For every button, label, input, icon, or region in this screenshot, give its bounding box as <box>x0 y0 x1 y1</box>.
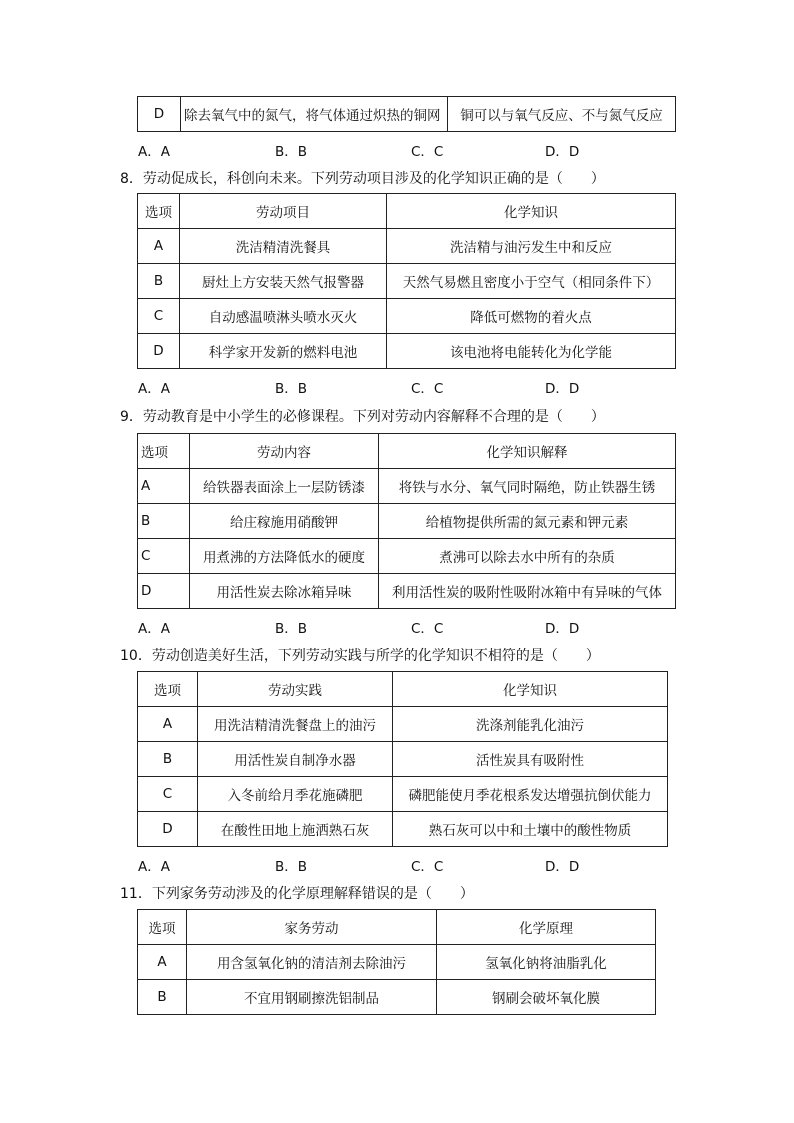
content-cell: 用煮沸的方法降低水的硬度 <box>190 539 379 574</box>
header-knowledge: 化学知识 <box>387 194 676 229</box>
table-row <box>138 980 656 1015</box>
content-cell: 给庄稼施用硝酸钾 <box>190 504 379 539</box>
knowledge-cell: 洗涤剂能乳化油污 <box>393 707 668 742</box>
content-cell: 用活性炭自制净水器 <box>198 742 393 777</box>
content-cell: 自动感温喷淋头喷水灭火 <box>180 299 387 334</box>
header-content: 劳动内容 <box>190 434 379 469</box>
answer-option-d[interactable]: D．D <box>545 381 580 397</box>
option-cell: B <box>138 504 190 539</box>
table-row <box>138 264 676 299</box>
content-cell: 用含氢氧化钠的清洁剂去除油污 <box>187 945 437 980</box>
option-cell: A <box>138 707 198 742</box>
knowledge-cell: 煮沸可以除去水中所有的杂质 <box>379 539 676 574</box>
question-11-table <box>137 909 656 1015</box>
knowledge-cell: 利用活性炭的吸附性吸附冰箱中有异味的气体 <box>379 574 676 609</box>
option-cell: B <box>138 742 198 777</box>
answer-option-b[interactable]: B．B <box>275 144 308 160</box>
question-10-table <box>137 671 668 847</box>
knowledge-cell: 活性炭具有吸附性 <box>393 742 668 777</box>
answer-option-b[interactable]: B．B <box>275 859 308 875</box>
option-cell: A <box>138 229 180 264</box>
knowledge-cell: 熟石灰可以中和土壤中的酸性物质 <box>393 812 668 847</box>
header-principle: 化学原理 <box>437 910 656 945</box>
question-11-stem: 11．下列家务劳动涉及的化学原理解释错误的是（ ） <box>120 886 474 902</box>
answer-option-b[interactable]: B．B <box>275 381 308 397</box>
answer-option-c[interactable]: C．C <box>411 381 444 397</box>
table-row <box>138 777 668 812</box>
table-header-row <box>138 672 668 707</box>
table-row <box>138 299 676 334</box>
question-8-table <box>137 193 676 369</box>
header-option: 选项 <box>138 194 180 229</box>
option-cell: B <box>138 980 187 1015</box>
answer-option-d[interactable]: D．D <box>545 621 580 637</box>
option-cell: A <box>138 469 190 504</box>
knowledge-cell: 磷肥能使月季花根系发达增强抗倒伏能力 <box>393 777 668 812</box>
content-cell: 用活性炭去除冰箱异味 <box>190 574 379 609</box>
content-cell: 不宜用钢刷擦洗铝制品 <box>187 980 437 1015</box>
option-cell: A <box>138 945 187 980</box>
question-9-stem: 9．劳动教育是中小学生的必修课程。下列对劳动内容解释不合理的是（ ） <box>120 409 605 425</box>
table-row <box>138 469 676 504</box>
content-cell: 厨灶上方安装天然气报警器 <box>180 264 387 299</box>
content-cell: 洗洁精清洗餐具 <box>180 229 387 264</box>
option-cell: D <box>138 97 181 132</box>
answer-option-d[interactable]: D．D <box>545 144 580 160</box>
table-header-row <box>138 194 676 229</box>
option-cell: D <box>138 334 180 369</box>
answer-option-a[interactable]: A．A <box>138 859 170 875</box>
answer-option-c[interactable]: C．C <box>411 859 444 875</box>
content-cell: 用洗洁精清洗餐盘上的油污 <box>198 707 393 742</box>
table-header-row <box>138 910 656 945</box>
header-practice: 劳动实践 <box>198 672 393 707</box>
knowledge-cell: 该电池将电能转化为化学能 <box>387 334 676 369</box>
answer-option-b[interactable]: B．B <box>275 621 308 637</box>
header-project: 劳动项目 <box>180 194 387 229</box>
knowledge-cell: 将铁与水分、氧气同时隔绝，防止铁器生锈 <box>379 469 676 504</box>
question-10-stem: 10．劳动创造美好生活，下列劳动实践与所学的化学知识不相符的是（ ） <box>120 648 600 664</box>
answer-option-a[interactable]: A．A <box>138 381 170 397</box>
knowledge-cell: 钢刷会破坏氧化膜 <box>437 980 656 1015</box>
table-row <box>138 945 656 980</box>
answer-option-d[interactable]: D．D <box>545 859 580 875</box>
table-row <box>138 334 676 369</box>
answer-option-c[interactable]: C．C <box>411 621 444 637</box>
answer-option-c[interactable]: C．C <box>411 144 444 160</box>
option-cell: B <box>138 264 180 299</box>
question-9-table <box>137 433 676 609</box>
answer-option-a[interactable]: A．A <box>138 621 170 637</box>
knowledge-cell: 洗洁精与油污发生中和反应 <box>387 229 676 264</box>
header-option: 选项 <box>138 434 190 469</box>
option-cell: D <box>138 812 198 847</box>
option-cell: D <box>138 574 190 609</box>
header-option: 选项 <box>138 910 187 945</box>
knowledge-cell: 给植物提供所需的氮元素和钾元素 <box>379 504 676 539</box>
header-housework: 家务劳动 <box>187 910 437 945</box>
header-knowledge: 化学知识 <box>393 672 668 707</box>
table-header-row <box>138 434 676 469</box>
header-explanation: 化学知识解释 <box>379 434 676 469</box>
content-cell: 给铁器表面涂上一层防锈漆 <box>190 469 379 504</box>
question-8-stem: 8．劳动促成长，科创向未来。下列劳动项目涉及的化学知识正确的是（ ） <box>120 171 605 187</box>
option-cell: C <box>138 539 190 574</box>
option-cell: C <box>138 777 198 812</box>
content-cell: 除去氧气中的氮气，将气体通过炽热的铜网 <box>181 97 448 132</box>
prev-table <box>137 96 676 132</box>
knowledge-cell: 铜可以与氧气反应、不与氮气反应 <box>448 97 676 132</box>
answer-option-a[interactable]: A．A <box>138 144 170 160</box>
table-row <box>138 812 668 847</box>
table-row <box>138 229 676 264</box>
option-cell: C <box>138 299 180 334</box>
table-row <box>138 504 676 539</box>
knowledge-cell: 降低可燃物的着火点 <box>387 299 676 334</box>
knowledge-cell: 天然气易燃且密度小于空气（相同条件下） <box>387 264 676 299</box>
content-cell: 在酸性田地上施洒熟石灰 <box>198 812 393 847</box>
knowledge-cell: 氢氧化钠将油脂乳化 <box>437 945 656 980</box>
header-option: 选项 <box>138 672 198 707</box>
content-cell: 入冬前给月季花施磷肥 <box>198 777 393 812</box>
table-row <box>138 97 676 132</box>
content-cell: 科学家开发新的燃料电池 <box>180 334 387 369</box>
table-row <box>138 574 676 609</box>
table-row <box>138 742 668 777</box>
table-row <box>138 539 676 574</box>
table-row <box>138 707 668 742</box>
